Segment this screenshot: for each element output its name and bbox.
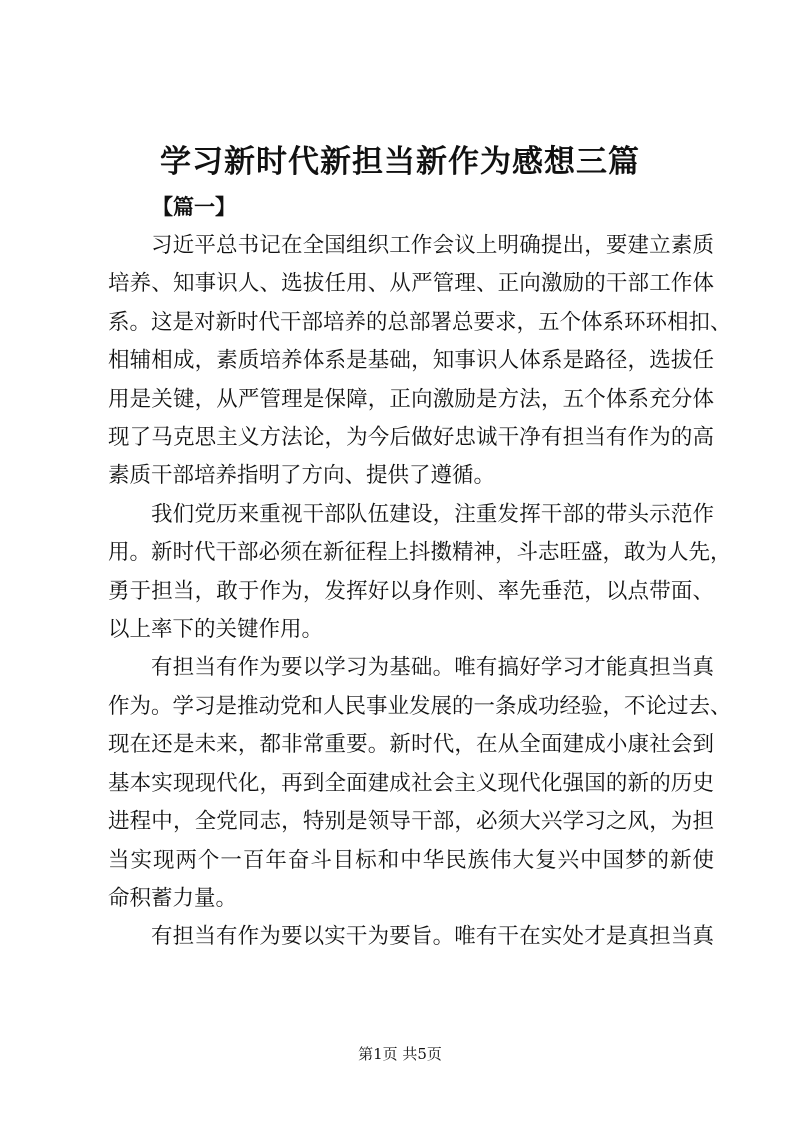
text-line: 勇于担当，敢于作为，发挥好以身作则、率先垂范，以点带面、 bbox=[108, 578, 714, 604]
text-line: 命积蓄力量。 bbox=[108, 885, 238, 911]
text-line: 用是关键，从严管理是保障，正向激励是方法，五个体系充分体 bbox=[108, 386, 714, 412]
text-line: 我们党历来重视干部队伍建设，注重发挥干部的带头示范作 bbox=[151, 501, 714, 527]
section-label: 【篇一】 bbox=[152, 194, 236, 219]
text-line: 以上率下的关键作用。 bbox=[108, 617, 324, 643]
text-line: 作为。学习是推动党和人民事业发展的一条成功经验，不论过去、 bbox=[108, 693, 732, 719]
text-line: 系。这是对新时代干部培养的总部署总要求，五个体系环环相扣、 bbox=[108, 309, 732, 335]
text-line: 培养、知事识人、选拔任用、从严管理、正向激励的干部工作体 bbox=[108, 271, 714, 297]
text-line: 进程中，全党同志，特别是领导干部，必须大兴学习之风，为担 bbox=[108, 809, 714, 835]
page-number-footer: 第1页 共5页 bbox=[358, 1045, 442, 1063]
text-line: 当实现两个一百年奋斗目标和中华民族伟大复兴中国梦的新使 bbox=[108, 847, 714, 873]
document-title: 学习新时代新担当新作为感想三篇 bbox=[160, 144, 640, 180]
paragraph bbox=[108, 918, 714, 956]
text-line: 现在还是未来，都非常重要。新时代，在从全面建成小康社会到 bbox=[108, 732, 714, 758]
text-line: 习近平总书记在全国组织工作会议上明确提出，要建立素质 bbox=[151, 233, 714, 258]
document-body bbox=[108, 227, 732, 957]
text-line: 现了马克思主义方法论，为今后做好忠诚干净有担当有作为的高 bbox=[108, 425, 714, 451]
paragraph bbox=[108, 496, 732, 650]
text-line: 用。新时代干部必须在新征程上抖擞精神，斗志旺盛，敢为人先， bbox=[108, 540, 732, 566]
text-line: 相辅相成，素质培养体系是基础，知事识人体系是路径，选拔任 bbox=[108, 348, 714, 374]
text-line: 素质干部培养指明了方向、提供了遵循。 bbox=[108, 463, 496, 489]
text-line: 基本实现现代化，再到全面建成社会主义现代化强国的新的历史 bbox=[108, 770, 714, 796]
text-line: 有担当有作为要以实干为要旨。唯有干在实处才是真担当真 bbox=[151, 924, 714, 950]
text-line: 有担当有作为要以学习为基础。唯有搞好学习才能真担当真 bbox=[151, 655, 714, 681]
paragraph bbox=[108, 227, 732, 496]
paragraph bbox=[108, 649, 732, 918]
